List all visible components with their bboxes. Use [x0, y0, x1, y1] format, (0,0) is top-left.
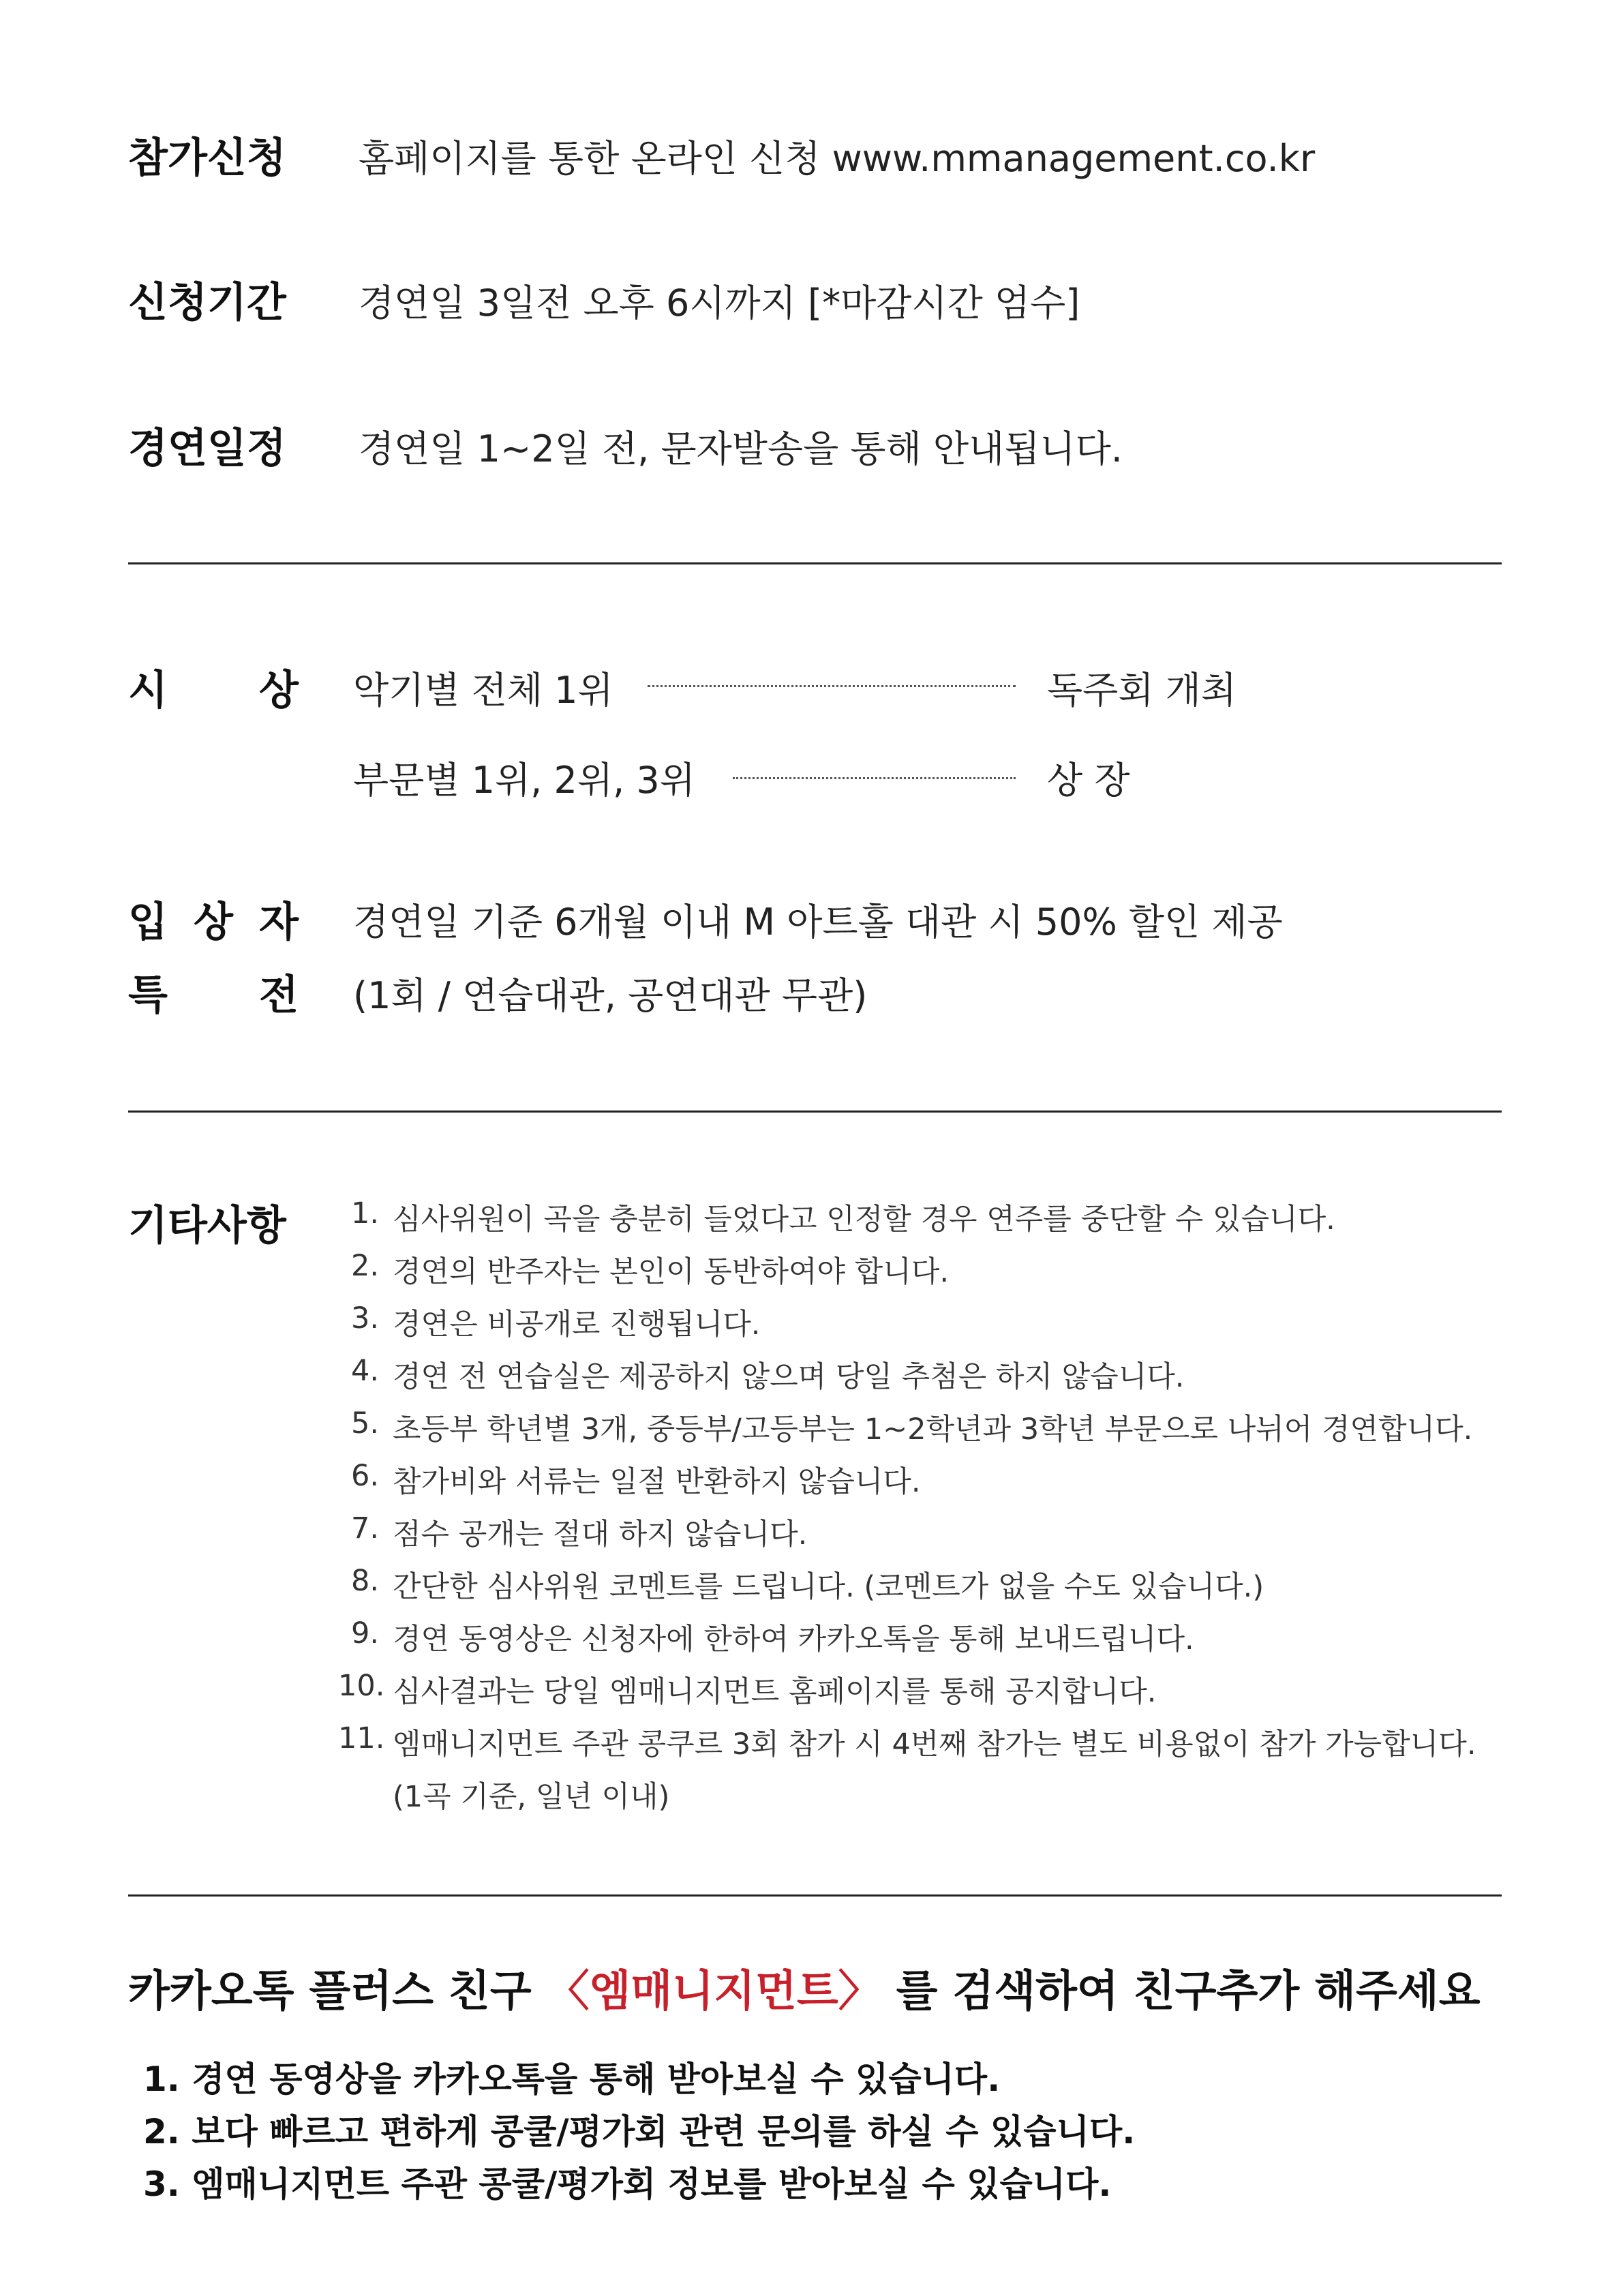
winners-label-line2: 특 전	[128, 971, 299, 1019]
note-number: 2.	[350, 1249, 379, 1283]
note-number: 5.	[350, 1406, 379, 1440]
schedule-label: 경연일정	[128, 425, 286, 472]
divider	[128, 1111, 1502, 1113]
note-number: 4.	[350, 1354, 379, 1388]
note-item: 경연의 반주자는 본인이 동반하여야 합니다.	[393, 1255, 950, 1289]
kakao-benefit: 2. 보다 빠르고 편하게 콩쿨/평가회 관련 문의를 하실 수 있습니다.	[143, 2112, 1136, 2151]
divider	[128, 1894, 1502, 1897]
period-label: 신청기간	[128, 279, 286, 327]
note-number: 10.	[338, 1669, 385, 1703]
dotted-leader	[648, 685, 1016, 687]
note-item-continuation: (1곡 기준, 일년 이내)	[393, 1780, 670, 1814]
note-item: 심사위원이 곡을 충분히 들었다고 인정할 경우 연주를 중단할 수 있습니다.	[393, 1203, 1335, 1237]
note-item: 점수 공개는 절대 하지 않습니다.	[393, 1517, 808, 1552]
schedule-value: 경연일 1~2일 전, 문자발송을 통해 안내됩니다.	[359, 427, 1123, 470]
application-value: 홈페이지를 통한 온라인 신청 www.mmanagement.co.kr	[359, 137, 1316, 180]
award-reward-1: 독주회 개최	[1047, 669, 1237, 712]
note-number: 6.	[350, 1459, 379, 1493]
note-number: 3.	[350, 1301, 379, 1335]
note-item: 참가비와 서류는 일절 반환하지 않습니다.	[393, 1465, 921, 1499]
note-number: 1.	[350, 1196, 379, 1230]
divider	[128, 562, 1502, 564]
note-item: 간단한 심사위원 코멘트를 드립니다. (코멘트가 없을 수도 있습니다.)	[393, 1570, 1264, 1604]
winners-benefit-line1: 경연일 기준 6개월 이내 M 아트홀 대관 시 50% 할인 제공	[353, 901, 1283, 943]
awards-label: 시 상	[128, 667, 299, 714]
notes-label: 기타사항	[128, 1202, 286, 1250]
application-label: 참가신청	[128, 134, 286, 182]
note-item: 경연 전 연습실은 제공하지 않으며 당일 추첨은 하지 않습니다.	[393, 1360, 1185, 1394]
note-item: 경연 동영상은 신청자에 한하여 카카오톡을 통해 보내드립니다.	[393, 1622, 1194, 1657]
kakao-benefit: 3. 엠매니지먼트 주관 콩쿨/평가회 정보를 받아보실 수 있습니다.	[143, 2164, 1112, 2204]
period-value: 경연일 3일전 오후 6시까지 [*마감시간 엄수]	[359, 282, 1080, 324]
note-item: 초등부 학년별 3개, 중등부/고등부는 1~2학년과 3학년 부문으로 나뉘어 경연합니다.	[393, 1413, 1473, 1447]
award-reward-2: 상 장	[1047, 759, 1130, 802]
note-item: 엠매니지먼트 주관 콩쿠르 3회 참가 시 4번째 참가는 별도 비용없이 참가 가능합니다.	[393, 1727, 1476, 1762]
note-number: 9.	[350, 1616, 379, 1650]
note-number: 7.	[350, 1511, 379, 1545]
kakao-heading: 카카오톡 플러스 친구 〈엠매니지먼트〉 를 검색하여 친구추가 해주세요	[128, 1966, 1481, 2016]
winners-label-line1: 입 상 자	[128, 898, 299, 946]
dotted-leader	[733, 777, 1016, 779]
note-item: 심사결과는 당일 엠매니지먼트 홈페이지를 통해 공지합니다.	[393, 1675, 1157, 1709]
award-item-1: 악기별 전체 1위	[353, 669, 613, 712]
award-item-2: 부문별 1위, 2위, 3위	[353, 759, 695, 802]
kakao-channel-name: 〈엠매니지먼트〉	[546, 1966, 881, 2016]
note-number: 8.	[350, 1564, 379, 1598]
note-item: 경연은 비공개로 진행됩니다.	[393, 1308, 761, 1342]
kakao-benefit: 1. 경연 동영상을 카카오톡을 통해 받아보실 수 있습니다.	[143, 2059, 1001, 2099]
note-number: 11.	[338, 1721, 385, 1755]
winners-benefit-line2: (1회 / 연습대관, 공연대관 무관)	[353, 974, 868, 1017]
